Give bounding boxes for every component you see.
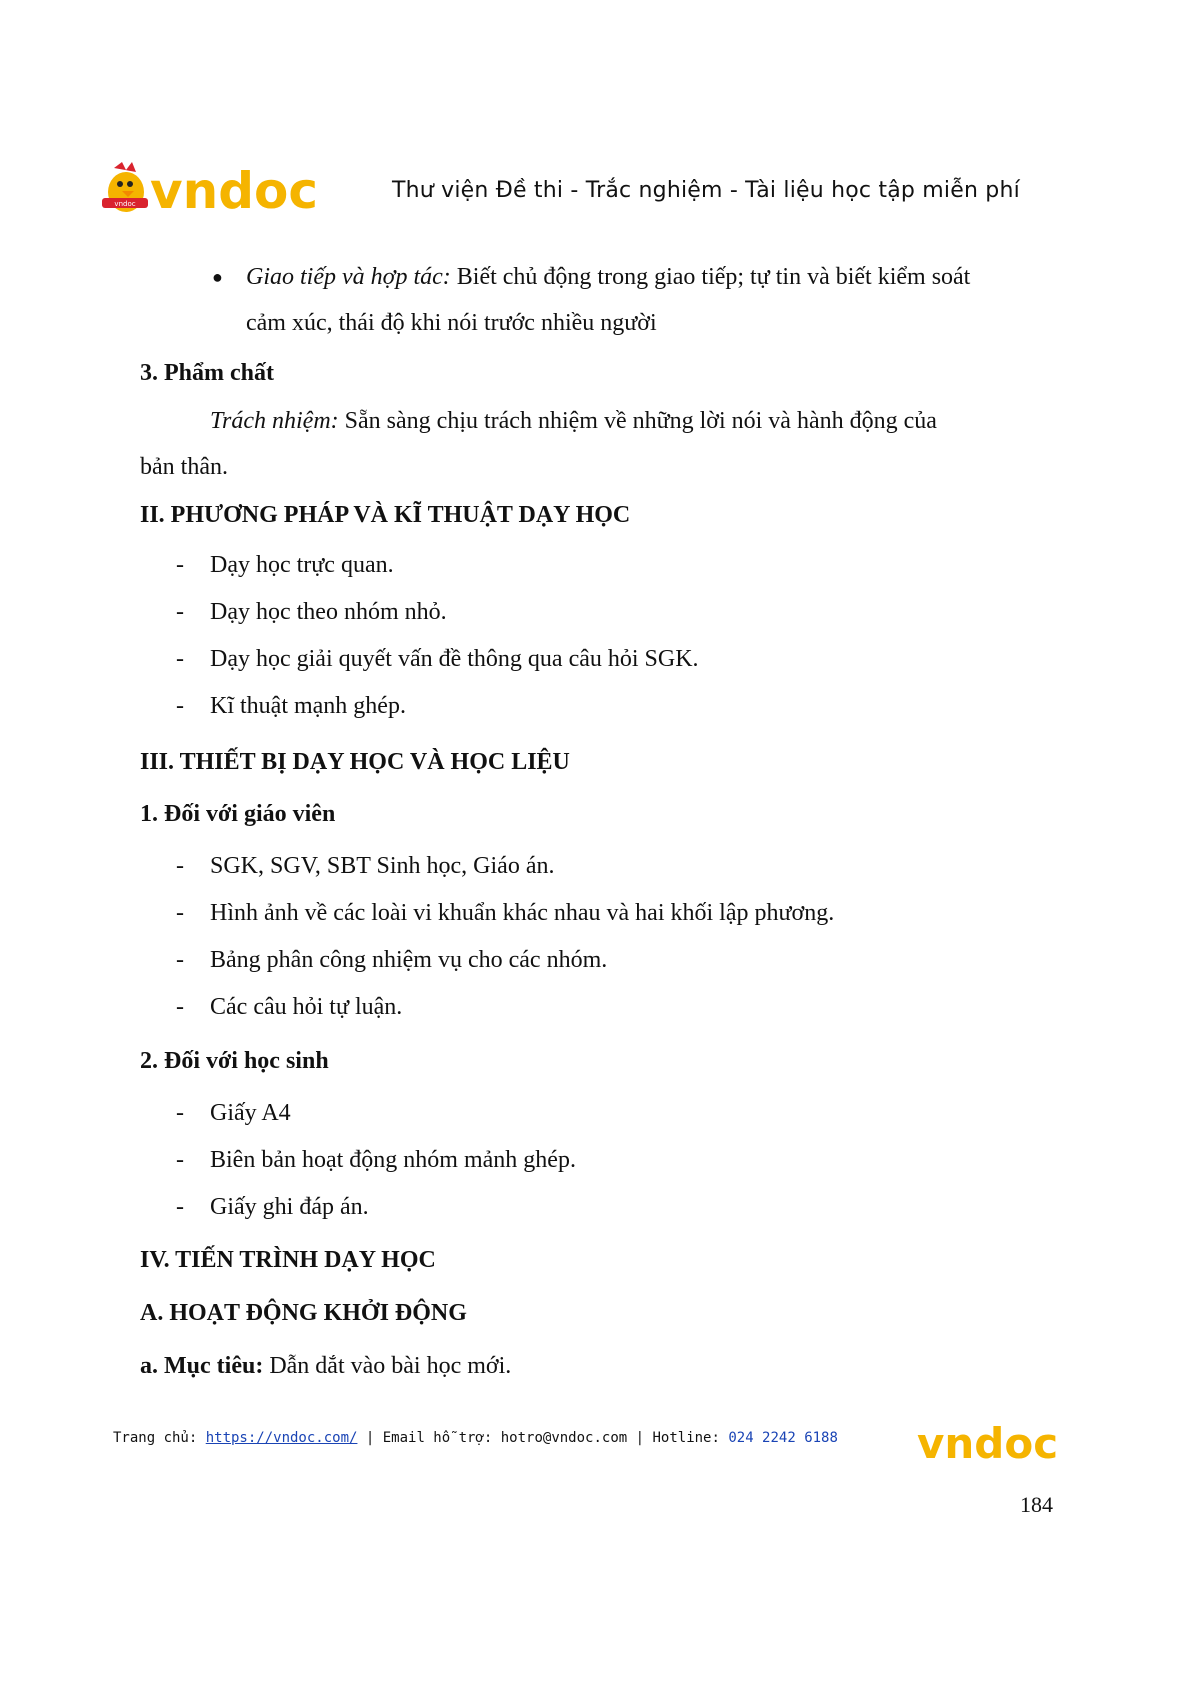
list-dash: -	[176, 599, 184, 625]
page-number: 184	[1020, 1492, 1053, 1517]
list-dash: -	[176, 693, 184, 719]
bullet-text-1: Biết chủ động trong giao tiếp; tự tin và biết kiểm soát	[450, 264, 971, 290]
list-dash: -	[176, 900, 184, 926]
list-dash: -	[176, 1194, 184, 1220]
page-header	[100, 158, 1060, 228]
goal-label: a. Mục tiêu:	[140, 1353, 264, 1379]
section-3-text-1: Sẵn sàng chịu trách nhiệm về những lời nói và hành động của	[338, 408, 937, 434]
section-II-heading: II. PHƯƠNG PHÁP VÀ KĨ THUẬT DẠY HỌC	[140, 502, 631, 528]
list-item: Giấy A4	[210, 1100, 291, 1126]
section-III-sub1-heading: 1. Đối với giáo viên	[140, 801, 336, 827]
section-3-heading: 3. Phẩm chất	[140, 360, 274, 386]
list-item: SGK, SGV, SBT Sinh học, Giáo án.	[210, 853, 555, 879]
section-3-label: Trách nhiệm:	[210, 408, 339, 434]
goal-text: Dẫn dắt vào bài học mới.	[263, 1353, 512, 1379]
list-dash: -	[176, 947, 184, 973]
footer-email: hotro@vndoc.com	[500, 1430, 628, 1446]
footer-hotline-label: Hotline:	[652, 1430, 729, 1446]
page-footer	[113, 1419, 1059, 1474]
list-dash: -	[176, 1100, 184, 1126]
svg-text:vndoc: vndoc	[917, 1419, 1059, 1468]
footer-separator: |	[357, 1430, 383, 1446]
section-IV-heading: IV. TIẾN TRÌNH DẠY HỌC	[140, 1247, 436, 1273]
section-3-line-1	[210, 406, 937, 436]
list-dash: -	[176, 646, 184, 672]
bullet-label: Giao tiếp và hợp tác:	[246, 264, 451, 290]
section-3-line-2: bản thân.	[140, 454, 228, 480]
list-item: Hình ảnh về các loài vi khuẩn khác nhau và hai khối lập phương.	[210, 900, 835, 926]
list-item: Biên bản hoạt động nhóm mảnh ghép.	[210, 1147, 576, 1173]
footer-logo-graphic	[913, 1418, 1063, 1468]
bullet-line-2: cảm xúc, thái độ khi nói trước nhiều người	[246, 310, 657, 336]
footer-separator: |	[627, 1430, 653, 1446]
list-item: Dạy học theo nhóm nhỏ.	[210, 599, 447, 625]
list-item: Dạy học trực quan.	[210, 552, 394, 578]
bullet-line-1	[246, 262, 970, 292]
list-dash: -	[176, 552, 184, 578]
list-dash: -	[176, 994, 184, 1020]
section-III-heading: III. THIẾT BỊ DẠY HỌC VÀ HỌC LIỆU	[140, 749, 570, 775]
footer-hotline: 024 2242 6188	[728, 1430, 838, 1446]
vndoc-logo-graphic	[100, 158, 330, 224]
section-III-sub2-heading: 2. Đối với học sinh	[140, 1048, 329, 1074]
svg-text:vndoc: vndoc	[114, 200, 136, 208]
header-tagline: Thư viện Đề thi - Trắc nghiệm - Tài liệu học tập miễn phí	[392, 178, 1020, 203]
footer-email-label: Email hỗ trợ:	[382, 1430, 501, 1446]
list-item: Bảng phân công nhiệm vụ cho các nhóm.	[210, 947, 608, 973]
list-item: Kĩ thuật mạnh ghép.	[210, 693, 406, 719]
footer-home-label: Trang chủ:	[113, 1430, 206, 1446]
list-item: Các câu hỏi tự luận.	[210, 994, 403, 1020]
bullet-icon: ●	[212, 267, 223, 287]
section-IV-subheading: A. HOẠT ĐỘNG KHỞI ĐỘNG	[140, 1300, 467, 1326]
list-item: Giấy ghi đáp án.	[210, 1194, 369, 1220]
list-dash: -	[176, 853, 184, 879]
list-item: Dạy học giải quyết vấn đề thông qua câu hỏi SGK.	[210, 646, 699, 672]
svg-text:vndoc: vndoc	[150, 162, 318, 220]
footer-home-link[interactable]: https://vndoc.com/	[205, 1430, 358, 1446]
footer-vndoc-logo[interactable]	[913, 1418, 1063, 1468]
section-IV-goal	[140, 1351, 511, 1381]
vndoc-logo[interactable]	[100, 158, 330, 224]
list-dash: -	[176, 1147, 184, 1173]
footer-contact	[113, 1430, 838, 1446]
